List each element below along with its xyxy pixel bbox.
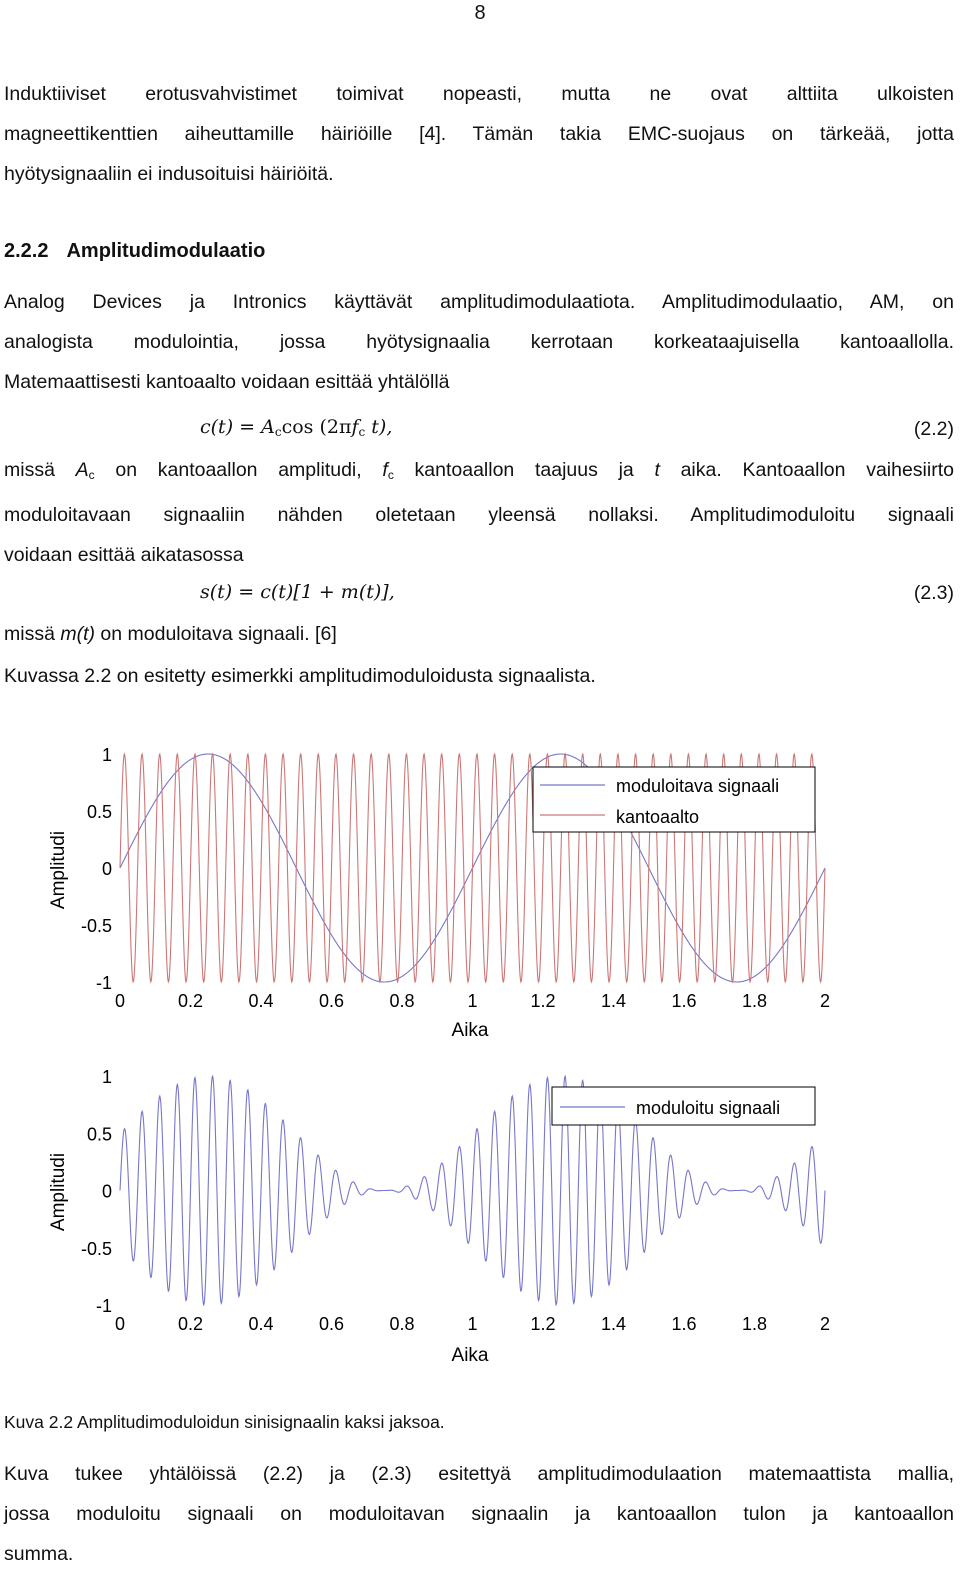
y-tick-label: -1 — [95, 1296, 112, 1316]
x-tick-label: 1.8 — [741, 1314, 768, 1334]
paragraph-line: Analog Devices ja Intronics käyttävät amplitudimodulaatiota. Amplitudimodulaatio, AM, on — [4, 291, 954, 313]
equation-number: (2.2) — [913, 418, 954, 440]
page-number: 8 — [474, 2, 486, 24]
y-tick-label: -1 — [95, 973, 112, 993]
x-tick-label: 0.8 — [389, 991, 415, 1011]
symbol: m(t) — [60, 623, 95, 645]
y-tick-label: 0.5 — [86, 1124, 112, 1145]
equation-symbol: f — [351, 416, 359, 438]
paragraph-am — [4, 282, 954, 402]
legend — [533, 767, 815, 832]
text-run: missä — [4, 459, 76, 481]
x-tick-label: 1 — [467, 1314, 478, 1334]
x-tick-label: 1.4 — [600, 1314, 627, 1334]
text-run: on kantoaallon amplitudi, — [94, 459, 383, 481]
figure-am-plots — [0, 730, 960, 1405]
equation-subscript: c — [274, 425, 282, 439]
x-tick-label: 1.2 — [530, 991, 556, 1011]
paragraph-line: analogista modulointia, jossa hyötysignaalia kerrotaan korkeataajuisella kantoaallolla. — [4, 331, 954, 353]
paragraph-line: summa. — [4, 1543, 74, 1565]
paragraph-line: Kuva tukee yhtälöissä (2.2) ja (2.3) esitettyä amplitudimodulaation matemaattista mallia, — [4, 1463, 954, 1485]
paragraph-line: jossa moduloitu signaali on moduloitavan signaalin ja kantoaallon tulon ja kantoaallon — [4, 1503, 954, 1525]
x-tick-label: 0.4 — [248, 991, 274, 1011]
x-tick-label: 0 — [114, 991, 126, 1011]
legend-label: moduloitava signaali — [616, 776, 780, 796]
equation-argument: (2π — [313, 416, 352, 438]
chart-top — [48, 745, 830, 1041]
x-axis-label: Aika — [451, 1020, 489, 1041]
section-title: Amplitudimodulaatio — [66, 240, 266, 262]
paragraph-line: hyötysignaaliin ei indusoituisi häiriöitä. — [4, 163, 334, 185]
y-tick-labels — [81, 745, 112, 993]
y-tick-label: 1 — [101, 1067, 112, 1087]
symbol: A — [75, 459, 89, 481]
x-axis-label: Aika — [451, 1345, 489, 1366]
text-run: kantoaallon taajuus ja — [393, 459, 655, 481]
symbol: f — [382, 459, 388, 481]
symbol: t — [654, 459, 660, 481]
text-run: on moduloitava signaali. [6] — [95, 623, 337, 645]
legend — [552, 1087, 815, 1125]
x-tick-label: 1 — [467, 991, 478, 1011]
paragraph-line: Kuvassa 2.2 on esitetty esimerkki amplitudimoduloidusta signaalista. — [4, 665, 596, 687]
text-run: missä — [4, 623, 61, 645]
equation-expression: s(t) = c(t)[1 + m(t)], — [200, 581, 395, 603]
x-tick-label: 2 — [819, 1314, 831, 1334]
equation-function: cos — [281, 416, 314, 438]
x-tick-label: 2 — [819, 991, 831, 1011]
paragraph-line: Matemaattisesti kantoaalto voidaan esittää yhtälöllä — [4, 371, 450, 393]
x-tick-label: 0.6 — [318, 991, 345, 1011]
figure-caption: Kuva 2.2 Amplitudimoduloidun sinisignaalin kaksi jaksoa. — [4, 1412, 445, 1432]
y-tick-label: 0.5 — [86, 802, 112, 822]
y-tick-label: -0.5 — [80, 916, 112, 936]
equation-2-3 — [200, 581, 395, 603]
equation-argument: t), — [365, 416, 393, 438]
paragraph-figure-ref — [4, 656, 954, 696]
paragraph-conclusion — [4, 1454, 954, 1574]
subscript: c — [387, 468, 394, 482]
y-tick-label: 1 — [101, 745, 112, 765]
section-number: 2.2.2 — [4, 240, 49, 262]
equation-2-2 — [200, 416, 392, 439]
paragraph-carrier-definition — [4, 450, 954, 575]
section-heading — [4, 240, 265, 263]
y-axis-label: Amplitudi — [48, 1152, 69, 1232]
y-tick-label: -0.5 — [80, 1238, 112, 1259]
text-run: aika. Kantoaallon vaihesiirto — [659, 459, 954, 481]
legend-label: kantoaalto — [616, 807, 700, 827]
y-tick-label: 0 — [101, 1181, 112, 1202]
paragraph-line: moduloitavaan signaaliin nähden oletetaan yleensä nollaksi. Amplitudimoduloitu signaali — [4, 504, 954, 526]
paragraph-intro — [4, 74, 954, 194]
x-tick-label: 1.6 — [671, 991, 697, 1011]
paragraph-line: Induktiiviset erotusvahvistimet toimivat nopeasti, mutta ne ovat alttiita ulkoisten — [4, 83, 954, 105]
x-tick-label: 0.6 — [318, 1314, 345, 1334]
x-tick-label: 0.4 — [248, 1314, 274, 1334]
paragraph-line — [4, 450, 954, 495]
paragraph-line — [4, 614, 954, 654]
x-tick-label: 1.2 — [530, 1314, 556, 1334]
paragraph-line: magneettikenttien aiheuttamille häiriöille [4]. Tämän takia EMC-suojaus on tärkeää, jotta — [4, 123, 954, 145]
x-tick-labels — [115, 991, 830, 1011]
equation-symbol: A — [261, 416, 275, 438]
equation-lhs: c(t) = — [200, 416, 262, 438]
chart-bottom — [48, 1067, 830, 1366]
x-tick-label: 0.2 — [177, 991, 204, 1011]
x-tick-labels — [115, 1314, 830, 1334]
y-tick-labels — [81, 1067, 112, 1316]
equation-number: (2.3) — [913, 582, 954, 604]
equation-subscript: c — [358, 425, 366, 439]
y-axis-label: Amplitudi — [48, 830, 69, 910]
paragraph-modulating — [4, 614, 954, 654]
x-tick-label: 1.8 — [741, 991, 768, 1011]
x-tick-label: 0 — [114, 1314, 126, 1334]
x-tick-label: 1.4 — [600, 991, 627, 1011]
y-tick-label: 0 — [101, 859, 112, 879]
legend-label: moduloitu signaali — [636, 1098, 781, 1118]
x-tick-label: 0.8 — [389, 1314, 415, 1334]
paragraph-line: voidaan esittää aikatasossa — [4, 544, 244, 566]
x-tick-label: 0.2 — [177, 1314, 204, 1334]
subscript: c — [88, 468, 95, 482]
x-tick-label: 1.6 — [671, 1314, 697, 1334]
